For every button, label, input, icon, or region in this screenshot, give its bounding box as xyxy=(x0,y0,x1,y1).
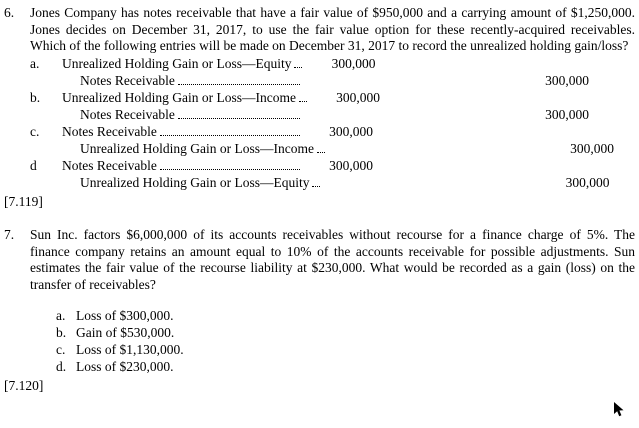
credit-amount: 300,000 xyxy=(570,141,614,157)
dot-leader xyxy=(160,169,300,170)
journal-line xyxy=(4,141,635,158)
dot-leader xyxy=(317,152,325,153)
debit-amount: 300,000 xyxy=(329,158,373,174)
account-name: Notes Receivable xyxy=(62,124,157,140)
journal-entries xyxy=(4,56,635,192)
question-7 xyxy=(4,227,635,294)
account-name: Unrealized Holding Gain or Loss—Income xyxy=(80,141,314,157)
entry-label: c. xyxy=(30,124,40,140)
option-text: Loss of $1,130,000. xyxy=(76,341,184,357)
option-label: b. xyxy=(56,324,67,340)
option-label: d. xyxy=(56,358,67,374)
journal-line xyxy=(4,175,635,192)
dot-leader xyxy=(294,67,302,68)
debit-amount: 300,000 xyxy=(331,56,376,72)
question-7-text: Sun Inc. factors $6,000,000 of its accounts receivables without recourse for a finance charge of 5%. The finance company retains an amount equal to 10% of the accounts receivable for possible adjustments. Sun estimates the fair value of the recourse liability at $230,000. What would be recorded as a gain (loss) on the transfer of receivables? xyxy=(30,226,635,293)
question-6-text: Jones Company has notes receivable that have a fair value of $950,000 and a carrying amount of $1,250,000. Jones decides on December 31, 2017, to use the fair value option for these recently-acquired receivables. Which of the following entries will be made on December 31, 2017 to record the unrealized holding gain/loss? xyxy=(30,5,635,54)
credit-amount: 300,000 xyxy=(565,175,610,191)
option-label: c. xyxy=(56,341,66,357)
ref-7-119: [7.119] xyxy=(4,194,43,210)
question-6-number: 6. xyxy=(4,5,15,20)
question-6 xyxy=(4,5,635,55)
option-row xyxy=(56,325,635,342)
option-text: Loss of $300,000. xyxy=(76,307,174,323)
entry-label: d xyxy=(30,158,37,174)
dot-leader xyxy=(312,186,320,187)
credit-amount: 300,000 xyxy=(545,107,589,123)
journal-line xyxy=(4,56,635,73)
mouse-cursor xyxy=(613,401,625,418)
account-name: Notes Receivable xyxy=(80,73,175,89)
option-row xyxy=(56,308,635,325)
option-text: Loss of $230,000. xyxy=(76,358,174,374)
entry-label: b. xyxy=(30,90,41,106)
account-name: Unrealized Holding Gain or Loss—Equity xyxy=(80,175,310,191)
journal-line xyxy=(4,90,635,107)
option-row xyxy=(56,359,635,376)
options-list xyxy=(56,308,635,376)
dot-leader xyxy=(178,84,300,85)
debit-amount: 300,000 xyxy=(336,90,380,106)
account-name: Unrealized Holding Gain or Loss—Equity xyxy=(62,56,292,72)
option-text: Gain of $530,000. xyxy=(76,324,175,340)
account-name: Notes Receivable xyxy=(62,158,157,174)
journal-line xyxy=(4,158,635,175)
dot-leader xyxy=(299,101,307,102)
dot-leader xyxy=(160,135,300,136)
credit-amount: 300,000 xyxy=(545,73,589,89)
option-row xyxy=(56,342,635,359)
account-name: Unrealized Holding Gain or Loss—Income xyxy=(62,90,296,106)
option-label: a. xyxy=(56,307,66,323)
journal-line xyxy=(4,124,635,141)
journal-line xyxy=(4,107,635,124)
ref-7-120: [7.120] xyxy=(4,377,44,393)
debit-amount: 300,000 xyxy=(329,124,373,140)
dot-leader xyxy=(178,118,300,119)
question-7-number: 7. xyxy=(4,226,15,242)
entry-label: a. xyxy=(30,56,40,72)
account-name: Notes Receivable xyxy=(80,107,175,123)
journal-line xyxy=(4,73,635,90)
